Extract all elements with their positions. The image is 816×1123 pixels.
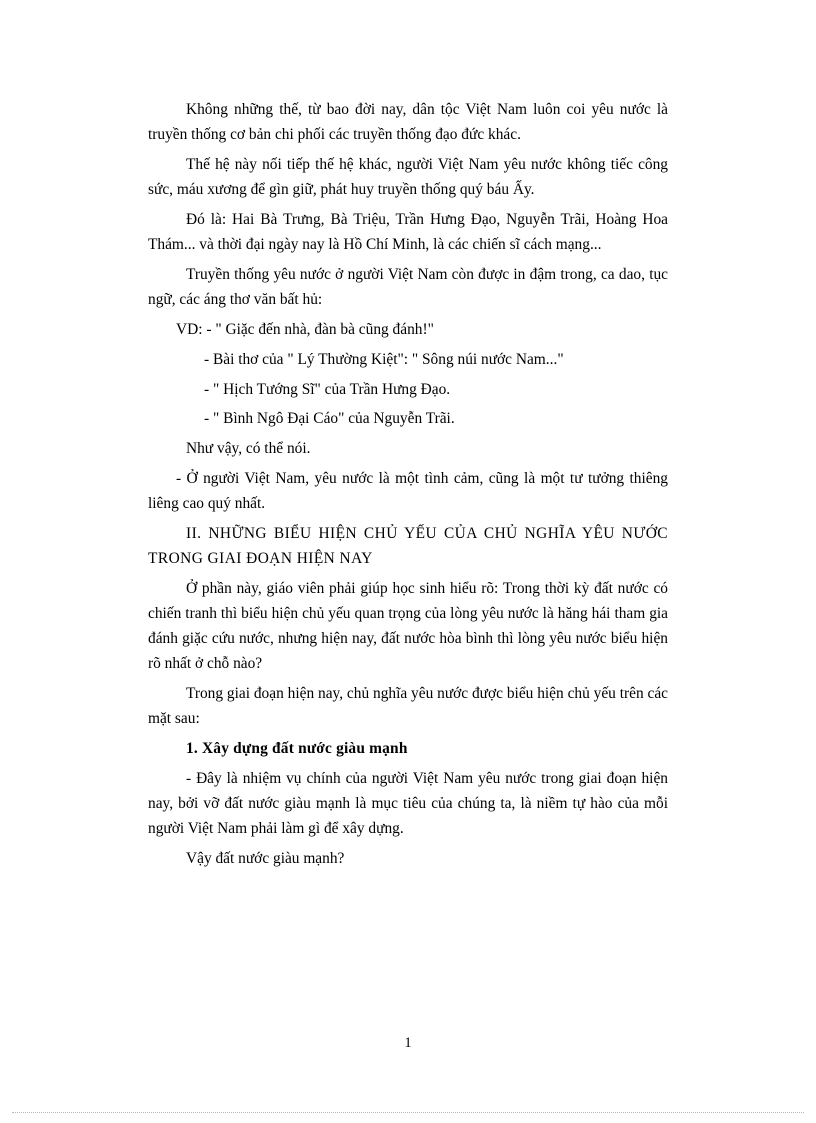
paragraph: Ở phần này, giáo viên phải giúp học sinh hiểu rõ: Trong thời kỳ đất nước có chiến tranh thì biểu hiện chủ yếu quan trọng của lòng yêu nước là hăng hái tham gia đánh giặc cứu nước, nhưng hiện nay, đất nước hòa bình thì lòng yêu nước biểu hiện rõ nhất ở chỗ nào? <box>148 580 668 673</box>
example-line: VD: - " Giặc đến nhà, đàn bà cũng đánh!" <box>176 320 434 338</box>
example-line: - Bài thơ của " Lý Thường Kiệt": " Sông núi nước Nam..." <box>204 350 564 368</box>
document-body <box>148 98 668 877</box>
paragraph: - Đây là nhiệm vụ chính của người Việt Nam yêu nước trong giai đoạn hiện nay, bởi vỡ đất nước giàu mạnh là mục tiêu của chúng ta, là niềm tự hào của mỗi người Việt Nam phải làm gì để xây dựng. <box>148 769 668 837</box>
paragraph: Như vậy, có thể nói. <box>186 440 311 458</box>
paragraph: Trong giai đoạn hiện nay, chủ nghĩa yêu nước được biểu hiện chủ yếu trên các mặt sau: <box>148 685 668 727</box>
section-heading: II. NHỮNG BIỂU HIỆN CHỦ YẾU CỦA CHỦ NGHĨA YÊU NƯỚC TRONG GIAI ĐOẠN HIỆN NAY <box>148 525 668 568</box>
paragraph: Truyền thống yêu nước ở người Việt Nam còn được in đậm trong, ca dao, tục ngữ, các áng thơ văn bất hủ: <box>148 265 668 308</box>
page-number: 1 <box>404 1035 412 1051</box>
example-line: - " Bình Ngô Đại Cáo" của Nguyễn Trãi. <box>204 410 455 428</box>
footer-divider <box>12 1112 804 1113</box>
paragraph: Thế hệ này nối tiếp thế hệ khác, người Việt Nam yêu nước không tiếc công sức, máu xương để gìn giữ, phát huy truyền thống quý báu Ấy. <box>148 155 668 198</box>
paragraph: - Ở người Việt Nam, yêu nước là một tình cảm, cũng là một tư tưởng thiêng liêng cao quý nhất. <box>148 470 668 513</box>
paragraph: Không những thế, từ bao đời nay, dân tộc Việt Nam luôn coi yêu nước là truyền thống cơ bản chi phối các truyền thống đạo đức khác. <box>148 101 668 143</box>
subsection-heading: 1. Xây dựng đất nước giàu mạnh <box>186 739 408 757</box>
example-line: - " Hịch Tướng Sĩ" của Trần Hưng Đạo. <box>204 380 451 398</box>
paragraph: Đó là: Hai Bà Trưng, Bà Triệu, Trần Hưng Đạo, Nguyễn Trãi, Hoàng Hoa Thám... và thời đại ngày nay là Hồ Chí Minh, là các chiến sĩ cách mạng... <box>148 210 668 253</box>
paragraph: Vậy đất nước giàu mạnh? <box>186 849 345 867</box>
